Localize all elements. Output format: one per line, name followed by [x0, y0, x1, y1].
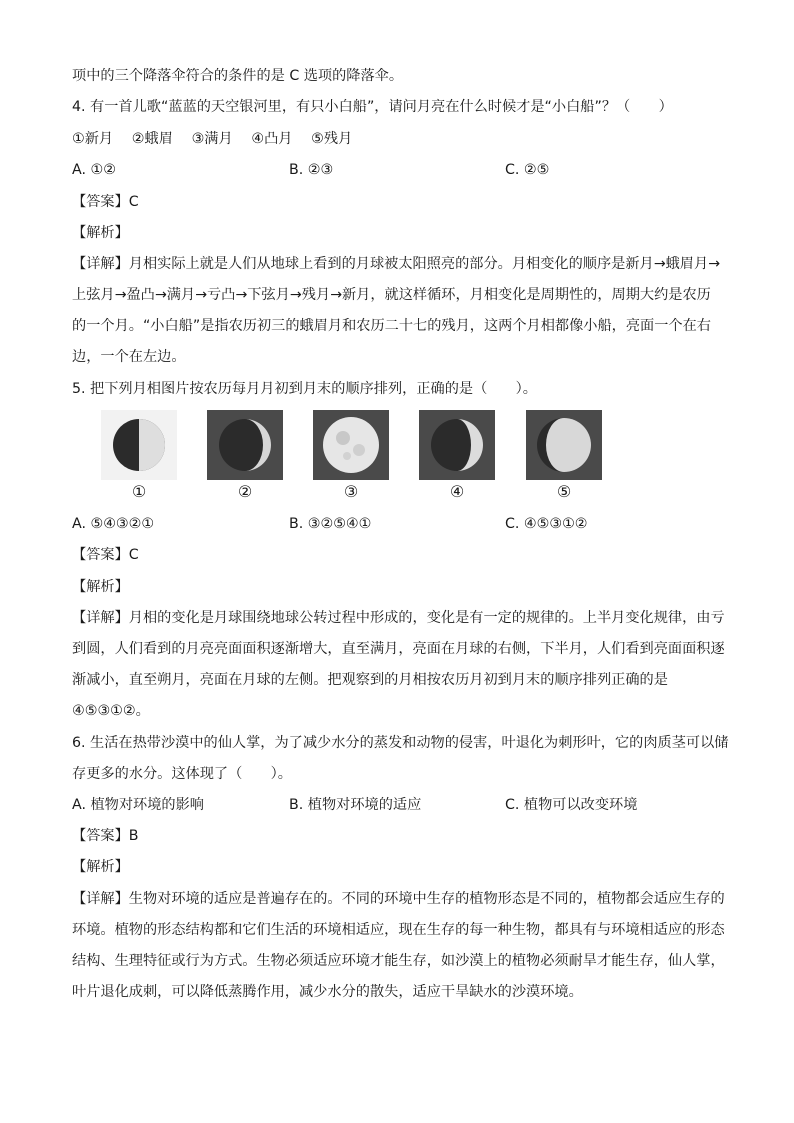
- answer-value: B: [128, 828, 139, 844]
- detail-label: 【详解】: [72, 891, 129, 907]
- moon-photo-3: [313, 410, 389, 501]
- moon-label: ①: [131, 482, 147, 501]
- detail-text: 渐减小，直至朔月，亮面在月球的左侧。把观察到的月相按农历月初到月末的顺序排列正确的是: [72, 672, 668, 688]
- detail-text: 上弦月→盈凸→满月→亏凸→下弦月→残月→新月，就这样循环，月相变化是周期性的，周期大约是农历: [72, 287, 711, 303]
- moon-crescent-icon: [207, 410, 283, 480]
- answer-line: [72, 545, 139, 565]
- analysis-label: 【解析】: [72, 579, 129, 595]
- answer-value: C: [128, 547, 139, 563]
- analysis-label: 【解析】: [72, 225, 129, 241]
- detail-text: 结构、生理特征或行为方式。生物必须适应环境才能生存，如沙漠上的植物必须耐旱才能生存，仙人掌，: [72, 953, 725, 969]
- detail-text: 到圆，人们看到的月亮亮面面积逐渐增大，直至满月，亮面在月球的右侧，下半月，人们看到亮面面积逐: [72, 641, 725, 657]
- detail-line: [72, 254, 720, 274]
- detail-text: 叶片退化成刺，可以降低蒸腾作用，减少水分的散失，适应干旱缺水的沙漠环境。: [72, 984, 583, 1000]
- option-b: B. ②③: [289, 162, 334, 178]
- moon-label: ④: [449, 482, 465, 501]
- moon-photo-5: [526, 410, 602, 501]
- question-6: 存更多的水分。这体现了（ ）。: [72, 766, 292, 782]
- answer-label: 【答案】: [72, 547, 129, 563]
- detail-text: 生物对环境的适应是普遍存在的。不同的环境中生存的植物形态是不同的，植物都会适应生存的: [128, 891, 725, 907]
- answer-value: C: [128, 194, 139, 210]
- moon-label: ②: [237, 482, 253, 501]
- detail-text: 的一个月。“小白船”是指农历初三的蛾眉月和农历二十七的残月，这两个月相都像小船，亮面一个在右: [72, 318, 711, 334]
- option-b: B. ③②⑤④①: [289, 516, 372, 532]
- detail-label: 【详解】: [72, 256, 129, 272]
- moon-label: ③: [343, 482, 359, 501]
- detail-line: [72, 608, 725, 628]
- moon-gibbous-icon: [526, 410, 602, 480]
- question-5: 5. 把下列月相图片按农历每月月初到月末的顺序排列，正确的是（ ）。: [72, 381, 537, 397]
- detail-text: 月相的变化是月球围绕地球公转过程中形成的，变化是有一定的规律的。上半月变化规律，由亏: [128, 610, 725, 626]
- moon-first-quarter-icon: [101, 410, 177, 480]
- moon-full-icon: [313, 410, 389, 480]
- option-a: A. ①②: [72, 162, 116, 178]
- answer-label: 【答案】: [72, 194, 129, 210]
- option-c: C. 植物可以改变环境: [505, 797, 638, 813]
- option-b: B. 植物对环境的适应: [289, 797, 422, 813]
- option-c: C. ②⑤: [505, 162, 550, 178]
- moon-photo-1: [101, 410, 177, 501]
- option-a: A. ⑤④③②①: [72, 516, 155, 532]
- detail-text: 环境。植物的形态结构都和它们生活的环境相适应，现在生存的每一种生物，都具有与环境相适应的形态: [72, 922, 725, 938]
- detail-text: 月相实际上就是人们从地球上看到的月球被太阳照亮的部分。月相变化的顺序是新月→蛾眉月→: [128, 256, 721, 272]
- moon-photo-4: [419, 410, 495, 501]
- question-6: 6. 生活在热带沙漠中的仙人掌，为了减少水分的蒸发和动物的侵害，叶退化为刺形叶，它的肉质茎可以储: [72, 735, 729, 751]
- analysis-label: 【解析】: [72, 859, 129, 875]
- moon-label: ⑤: [556, 482, 572, 501]
- detail-label: 【详解】: [72, 610, 129, 626]
- question-4: 4. 有一首儿歌“蓝蓝的天空银河里，有只小白船”，请问月亮在什么时候才是“小白船”？（ ）: [72, 99, 673, 115]
- detail-line: [72, 889, 725, 909]
- detail-text: ④⑤③①②。: [72, 703, 150, 719]
- answer-label: 【答案】: [72, 828, 129, 844]
- text-line: 项中的三个降落伞符合的条件的是 C 选项的降落伞。: [72, 68, 404, 84]
- moon-crescent-icon: [419, 410, 495, 480]
- option-a: A. 植物对环境的影响: [72, 797, 204, 813]
- option-c: C. ④⑤③①②: [505, 516, 588, 532]
- detail-text: 边，一个在左边。: [72, 349, 186, 365]
- question-4-items: ①新月 ②蛾眉 ③满月 ④凸月 ⑤残月: [72, 131, 353, 147]
- answer-line: [72, 192, 139, 212]
- moon-photo-2: [207, 410, 283, 501]
- answer-line: [72, 826, 139, 846]
